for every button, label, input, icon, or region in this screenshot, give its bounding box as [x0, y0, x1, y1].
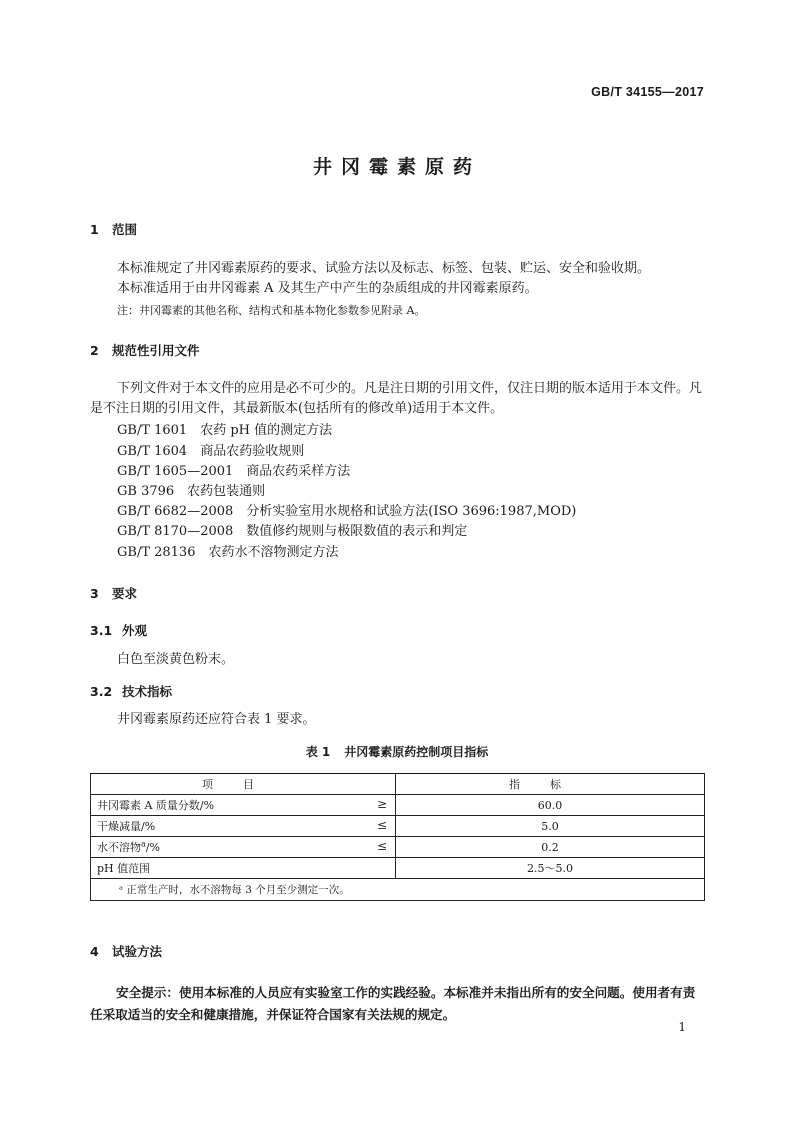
section-3-1-heading [90, 621, 147, 639]
section-1-heading [90, 220, 137, 238]
reference-item [117, 541, 339, 560]
item-cell [91, 858, 396, 879]
item-cell [91, 795, 396, 816]
reference-code: GB 3796 [117, 484, 175, 499]
table-row [91, 858, 705, 879]
scope-paragraph-2: 本标准适用于由井冈霉素 A 及其生产中产生的杂质组成的井冈霉素原药。 [117, 281, 538, 296]
reference-title: 农药包装通则 [187, 484, 266, 499]
section-title: 范围 [112, 222, 138, 237]
table-row [91, 837, 705, 858]
scope-paragraph-1: 本标准规定了井冈霉素原药的要求、试验方法以及标志、标签、包装、贮运、安全和验收期。 [117, 261, 651, 276]
item-unit: /% [145, 841, 160, 854]
standard-number: GB/T 34155—2017 [591, 85, 704, 99]
item-cell [91, 837, 396, 858]
value-cell: 2.5～5.0 [396, 858, 705, 879]
section-title: 规范性引用文件 [112, 343, 200, 358]
comparison-symbol: ≤ [376, 839, 387, 853]
reference-code: GB/T 1605—2001 [117, 464, 234, 479]
table-row [91, 816, 705, 837]
item-label: 井冈霉素 A 质量分数/% [97, 799, 215, 812]
reference-title: 分析实验室用水规格和试验方法(ISO 3696:1987,MOD) [246, 504, 577, 519]
reference-title: 商品农药采样方法 [246, 464, 351, 479]
page-number: 1 [678, 1020, 686, 1034]
reference-item [117, 500, 576, 519]
section-number: 4 [90, 944, 99, 959]
document-title: 井冈霉素原药 [312, 156, 481, 178]
safety-notice: 安全提示：使用本标准的人员应有实验室工作的实践经验。本标准并未指出所有的安全问题。使用者有责任采取适当的安全和健康措施，并保证符合国家有关法规的规定。 [90, 985, 696, 1022]
reference-item [117, 440, 304, 459]
section-3-heading [90, 584, 137, 602]
reference-code: GB/T 6682—2008 [117, 504, 234, 519]
table-footnote-row [91, 879, 705, 901]
footnote-marker: a [141, 839, 146, 849]
section-4-heading [90, 942, 162, 960]
section-number: 3.1 [90, 623, 113, 638]
table-title: 井冈霉素原药控制项目指标 [344, 745, 489, 759]
requirements-table [90, 773, 705, 901]
value-cell: 60.0 [396, 795, 705, 816]
reference-title: 数值修约规则与极限数值的表示和判定 [246, 524, 468, 539]
value-cell: 5.0 [396, 816, 705, 837]
table-header-row [91, 774, 705, 795]
item-label: pH 值范围 [97, 862, 151, 875]
reference-item [117, 520, 467, 539]
reference-item [117, 460, 350, 479]
reference-title: 农药水不溶物测定方法 [208, 545, 339, 560]
reference-code: GB/T 1601 [117, 423, 188, 438]
section-title: 试验方法 [112, 944, 163, 959]
reference-code: GB/T 28136 [117, 545, 196, 560]
table-footnote: ᵃ 正常生产时，水不溶物每 3 个月至少测定一次。 [91, 879, 705, 901]
section-number: 2 [90, 343, 99, 358]
header-index: 指标 [396, 774, 705, 795]
technical-index-text: 井冈霉素原药还应符合表 1 要求。 [117, 712, 316, 727]
item-label: 干燥减量/% [97, 820, 156, 833]
comparison-symbol: ≤ [376, 818, 387, 832]
appearance-text: 白色至淡黄色粉末。 [117, 652, 235, 667]
reference-title: 商品农药验收规则 [200, 444, 305, 459]
table-caption [0, 743, 794, 760]
item-cell [91, 816, 396, 837]
section-number: 3.2 [90, 684, 113, 699]
reference-title: 农药 pH 值的测定方法 [200, 423, 333, 438]
section-title: 外观 [122, 623, 148, 638]
value-cell: 0.2 [396, 837, 705, 858]
reference-item [117, 419, 332, 438]
item-label: 水不溶物 [97, 841, 141, 854]
reference-code: GB/T 8170—2008 [117, 524, 234, 539]
section-3-2-heading [90, 682, 172, 700]
scope-note: 注：井冈霉素的其他名称、结构式和基本物化参数参见附录 A。 [117, 304, 426, 317]
table-row [91, 795, 705, 816]
reference-item [117, 480, 265, 499]
comparison-symbol: ≥ [376, 797, 387, 811]
section-number: 3 [90, 586, 99, 601]
section-number: 1 [90, 222, 99, 237]
section-title: 技术指标 [122, 684, 173, 699]
normative-references-intro: 下列文件对于本文件的应用是必不可少的。凡是注日期的引用文件，仅注日期的版本适用于本文件。凡是不注日期的引用文件，其最新版本(包括所有的修改单)适用于本文件。 [90, 381, 703, 416]
header-item: 项目 [91, 774, 396, 795]
section-2-heading [90, 341, 200, 359]
section-title: 要求 [112, 586, 138, 601]
table-number: 表 1 [305, 745, 331, 759]
reference-code: GB/T 1604 [117, 444, 188, 459]
